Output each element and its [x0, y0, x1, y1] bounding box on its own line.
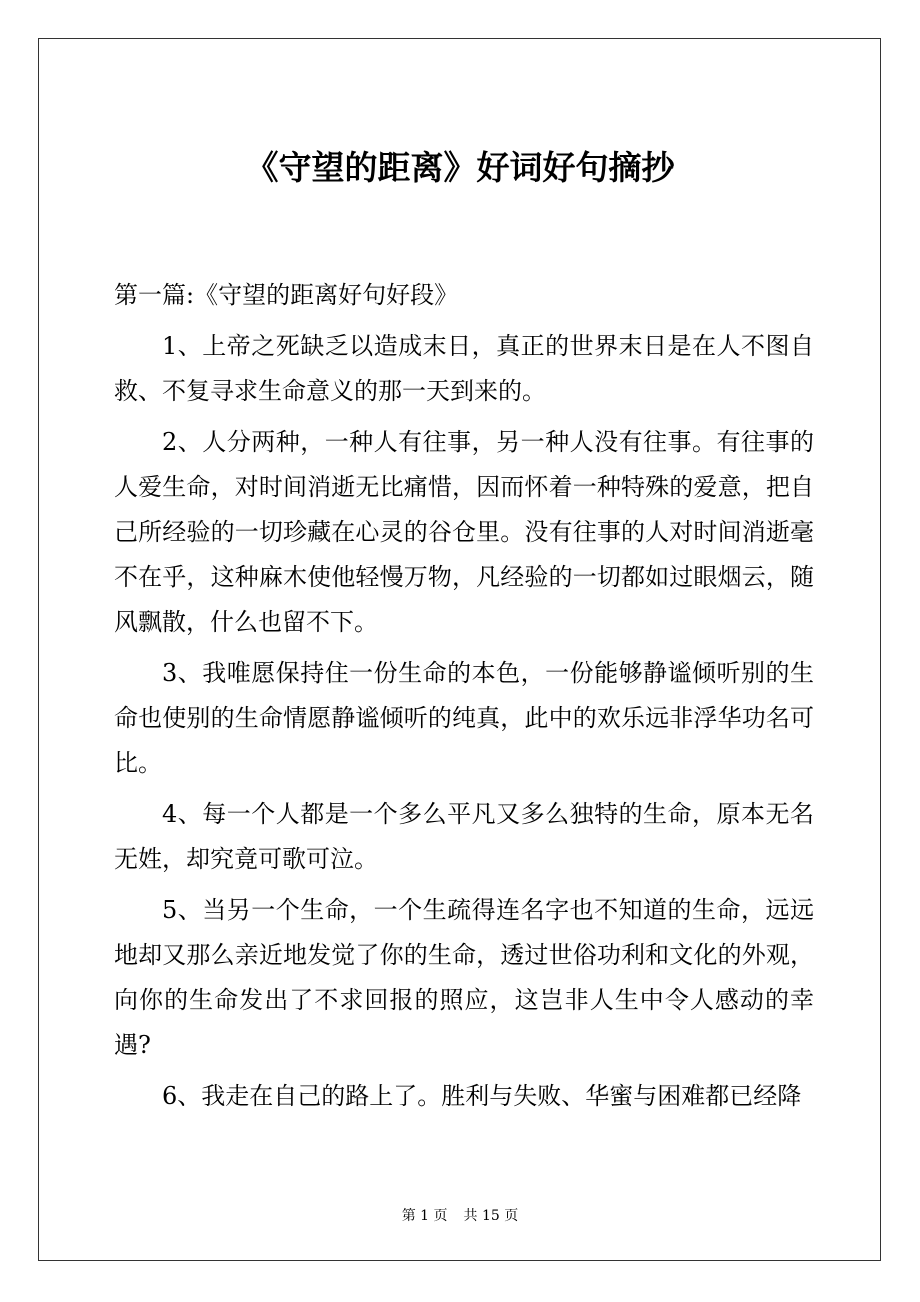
paragraph-3: 3、我唯愿保持住一份生命的本色，一份能够静谧倾听别的生命也使别的生命情愿静谧倾听的纯真，此中的欢乐远非浮华功名可比。 — [114, 659, 814, 777]
paragraph-4: 4、每一个人都是一个多么平凡又多么独特的生命，原本无名无姓，却究竟可歌可泣。 — [114, 800, 814, 873]
page-total: 共 15 页 — [463, 1208, 519, 1224]
paragraph-5: 5、当另一个生命，一个生疏得连名字也不知道的生命，远远地却又那么亲近地发觉了你的生命，透过世俗功利和文化的外观，向你的生命发出了不求回报的照应，这岂非人生中令人感动的幸遇? — [114, 896, 814, 1059]
document-title: 《守望的距离》好词好句摘抄 — [245, 148, 675, 187]
paragraph-2: 2、人分两种，一种人有往事，另一种人没有往事。有往事的人爱生命，对时间消逝无比痛惜，因而怀着一种特殊的爱意，把自己所经验的一切珍藏在心灵的谷仓里。没有往事的人对时间消逝毫不在乎，这种麻木使他轻慢万物，凡经验的一切都如过眼烟云，随风飘散，什么也留不下。 — [114, 428, 814, 636]
paragraph-1: 1、上帝之死缺乏以造成末日，真正的世界末日是在人不图自救、不复寻求生命意义的那一天到来的。 — [114, 332, 814, 405]
page-number: 第 1 页 — [401, 1208, 448, 1224]
page-footer — [0, 1206, 920, 1226]
document-body — [114, 273, 814, 1125]
section-heading: 第一篇:《守望的距离好句好段》 — [114, 281, 459, 309]
paragraph-6: 6、我走在自己的路上了。胜利与失败、华蜜与困难都已经降 — [162, 1082, 802, 1110]
